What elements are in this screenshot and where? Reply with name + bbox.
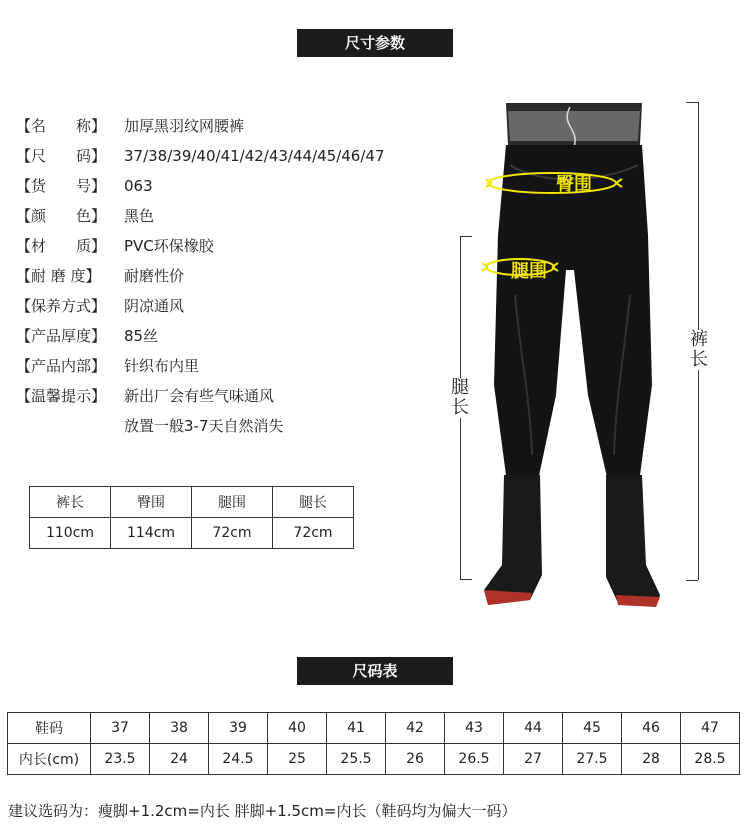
spec-key: 【材 质】 [16,237,107,255]
table-row [30,518,354,549]
spec-value: 37/38/39/40/41/42/43/44/45/46/47 [124,147,385,165]
table-cell: 44 [504,713,563,744]
spec-value: 针织布内里 [124,357,200,375]
table-cell: 39 [209,713,268,744]
spec-value: 85丝 [124,327,159,345]
table-cell: 72cm [273,518,354,549]
tick [686,580,698,581]
spec-key: 【颜 色】 [16,207,107,225]
table-cell: 26.5 [445,744,504,775]
table-cell: 41 [327,713,386,744]
table-cell: 47 [681,713,740,744]
table-cell: 24.5 [209,744,268,775]
thigh-label: 腿围 [511,261,547,282]
spec-key: 【产品厚度】 [16,327,107,345]
table-cell: 110cm [30,518,111,549]
table-header-cell: 臀围 [111,487,192,518]
spec-banner: 尺寸参数 [297,29,453,57]
table-cell: 43 [445,713,504,744]
tick [686,102,698,103]
table-cell: 45 [563,713,622,744]
table-cell: 25.5 [327,744,386,775]
shoe-size-banner: 尺码表 [297,657,453,685]
table-cell: 37 [91,713,150,744]
spec-value: 阴凉通风 [124,297,185,315]
table-cell: 38 [150,713,209,744]
spec-value: 耐磨性价 [124,267,185,285]
shoe-size-table [7,712,740,775]
spec-key: 【温馨提示】 [16,387,107,405]
spec-key: 【产品内部】 [16,357,107,375]
spec-key: 【耐 磨 度】 [16,267,101,285]
table-row [8,713,740,744]
spec-value-line2: 放置一般3-7天自然消失 [124,417,284,435]
table-label-cell: 鞋码 [8,713,91,744]
table-header-cell: 裤长 [30,487,111,518]
size-advice-note: 建议选码为：瘦脚+1.2cm=内长 胖脚+1.5cm=内长（鞋码均为偏大一码） [8,802,517,820]
tick [460,236,472,237]
table-cell: 26 [386,744,445,775]
table-cell: 46 [622,713,681,744]
pants-length-label: 裤长 [690,329,708,370]
size-table [29,486,354,549]
table-cell: 72cm [192,518,273,549]
table-cell: 27 [504,744,563,775]
table-cell: 42 [386,713,445,744]
table-label-cell: 内长(cm) [8,744,91,775]
spec-value: 063 [124,177,153,195]
table-header-cell: 腿围 [192,487,273,518]
spec-value: 新出厂会有些气味通风 [124,387,275,405]
spec-key: 【尺 码】 [16,147,107,165]
spec-value: 黑色 [124,207,155,225]
table-row [30,487,354,518]
table-header-cell: 腿长 [273,487,354,518]
spec-key: 【保养方式】 [16,297,107,315]
spec-value: PVC环保橡胶 [124,237,214,255]
table-cell: 114cm [111,518,192,549]
table-row [8,744,740,775]
leg-length-label: 腿长 [451,377,469,418]
spec-key: 【名 称】 [16,117,107,135]
table-cell: 27.5 [563,744,622,775]
tick [460,579,472,580]
hip-label: 臀围 [556,174,592,195]
table-cell: 25 [268,744,327,775]
table-cell: 24 [150,744,209,775]
spec-key: 【货 号】 [16,177,107,195]
spec-value: 加厚黑羽纹网腰裤 [124,117,245,135]
table-cell: 28.5 [681,744,740,775]
table-cell: 23.5 [91,744,150,775]
table-cell: 28 [622,744,681,775]
table-cell: 40 [268,713,327,744]
